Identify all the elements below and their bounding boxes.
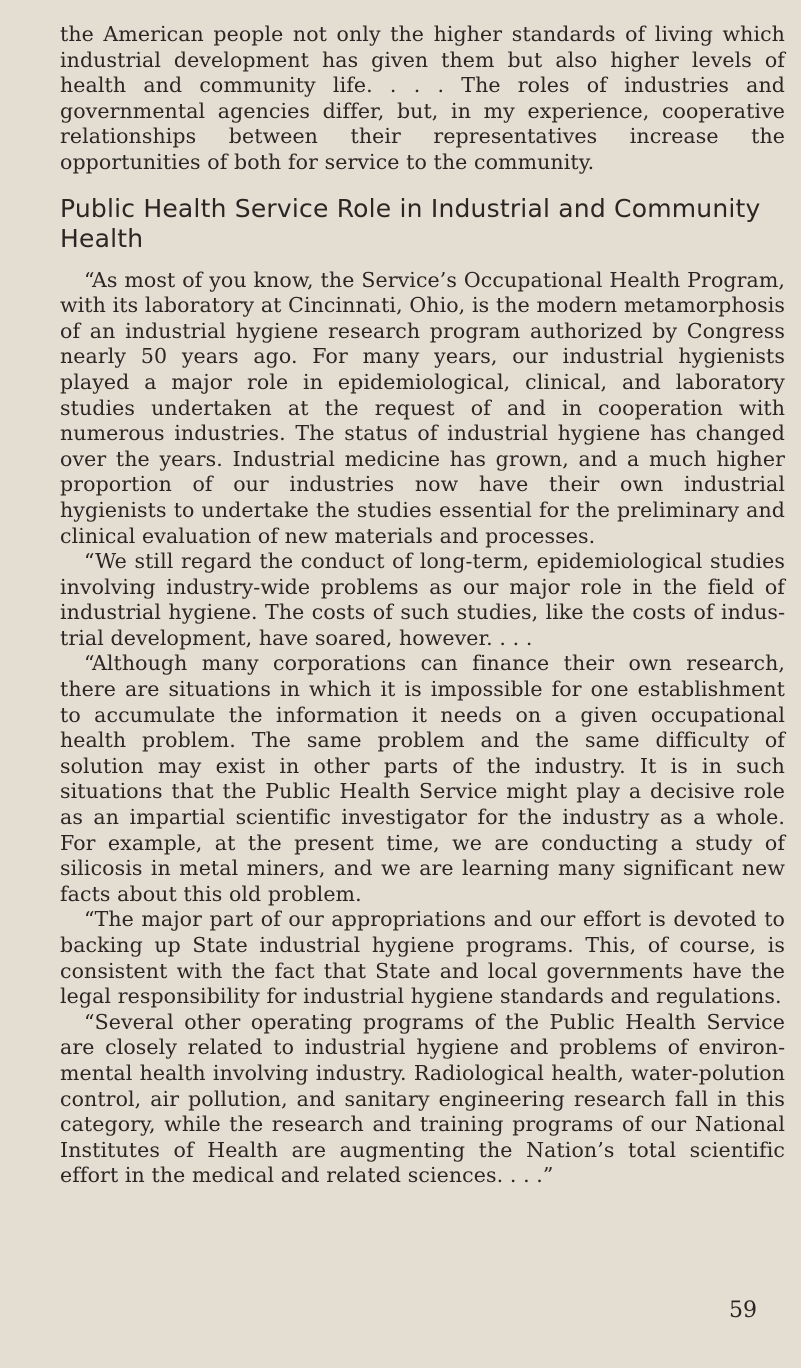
body-paragraph: “As most of you know, the Service’s Occupational Health Program, with its laboratory at Cincinnati, Ohio, is the modern metamorphosis of an industrial hygiene research program authorized by Congress nearly 50 years ago. For many years, our industrial hygienists played a major role in epidemiological, clinical, and laboratory studies undertaken at the request of and in cooperation with numerous industries. The status of industrial hygiene has changed over the years. Industrial medicine has grown, and a much higher proportion of our industries now have their own industrial hygienists to undertake the studies essential for the preliminary and clinical evaluation of new materials and processes. (60, 267, 785, 548)
body-paragraph: “We still regard the conduct of long-term, epidemiological studies involving industry-wide problems as our major role in the field of industrial hygiene. The costs of such studies, like the costs of industrial development, have soared, however. . . . (60, 549, 785, 650)
body-paragraph: “The major part of our appropriations and our effort is devoted to backing up State industrial hygiene programs. This, of course, is consistent with the fact that State and local governments have the legal responsibility for industrial hygiene standards and regulations. (60, 907, 785, 1009)
page-number: 59 (729, 1298, 757, 1323)
opening-paragraph: the American people not only the higher standards of living which industrial development has given them but also higher levels of health and community life. . . . The roles of industries and governmental agencies differ, but, in my experience, cooperative relationships between their representatives increase the opportunities of both for service to the community. (60, 22, 785, 174)
body-paragraph: “Although many corporations can finance their own research, there are situations in which it is impossible for one establishment to accumulate the information it needs on a given occupational health problem. The same problem and the same difficulty of solution may exist in other parts of the industry. It is in such situations that the Public Health Service might play a decisive role as an impartial scientific investigator for the industry as a whole. For example, at the present time, we are conducting a study of silicosis in metal miners, and we are learning many significant new facts about this old problem. (60, 651, 785, 906)
body-paragraph: “Several other operating programs of the Public Health Service are closely related to industrial hygiene and problems of environmental health involving industry. Radiological health, water-polution control, air pollution, and sanitary engineering research fall in this category, while the research and training programs of our National Institutes of Health are augmenting the Nation’s total scientific effort in the medical and related sciences. . . .” (60, 1009, 785, 1188)
section-heading: Public Health Service Role in Industrial and Community Health (60, 193, 761, 253)
